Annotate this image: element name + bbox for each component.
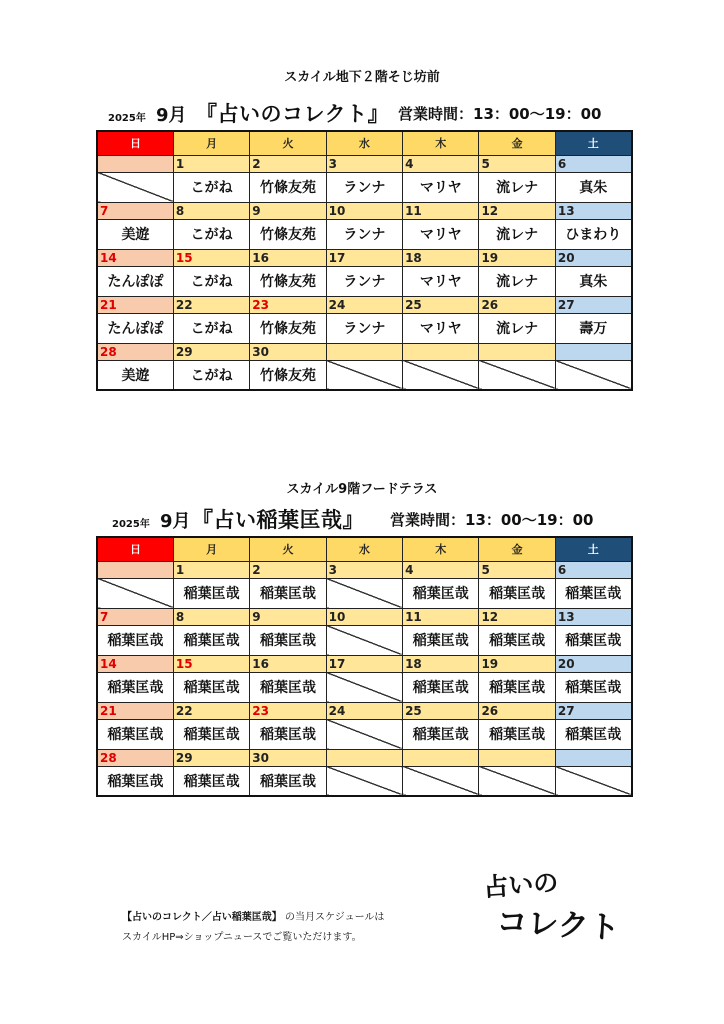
date-cell: 24	[326, 296, 402, 313]
staff-cell: 稲葉匡哉	[173, 672, 249, 702]
date-cell	[555, 343, 631, 360]
date-cell: 3	[326, 561, 402, 578]
staff-cell	[97, 172, 173, 202]
weekday-header: 火	[250, 131, 326, 155]
staff-cell: ランナ	[326, 172, 402, 202]
staff-cell: 稲葉匡哉	[250, 625, 326, 655]
staff-cell	[479, 360, 555, 390]
date-row	[97, 655, 632, 672]
footer-bold-text: 【占いのコレクト／占い稲葉匡哉】	[122, 912, 282, 923]
staff-cell: 流レナ	[479, 172, 555, 202]
logo-image	[478, 866, 621, 947]
section2-hours: 営業時間：13：00～19：00	[390, 511, 594, 529]
staff-cell: 稲葉匡哉	[479, 625, 555, 655]
date-cell: 8	[173, 608, 249, 625]
staff-cell: 稲葉匡哉	[479, 578, 555, 608]
date-cell: 10	[326, 202, 402, 219]
staff-cell: 稲葉匡哉	[173, 719, 249, 749]
weekday-header: 火	[250, 537, 326, 561]
date-cell: 13	[555, 608, 631, 625]
date-cell: 9	[250, 202, 326, 219]
date-cell	[403, 749, 479, 766]
date-cell: 5	[479, 155, 555, 172]
weekday-header: 木	[403, 537, 479, 561]
staff-cell: 竹條友苑	[250, 313, 326, 343]
weekday-header-row	[97, 131, 632, 155]
staff-cell: ランナ	[326, 313, 402, 343]
date-cell: 26	[479, 702, 555, 719]
section2-title	[0, 504, 724, 534]
date-cell: 11	[403, 202, 479, 219]
section2-calendar	[96, 536, 633, 797]
date-cell: 16	[250, 249, 326, 266]
date-cell: 26	[479, 296, 555, 313]
staff-cell: 稲葉匡哉	[555, 625, 631, 655]
staff-cell: 稲葉匡哉	[173, 766, 249, 796]
date-cell: 22	[173, 296, 249, 313]
footer-line-1	[122, 908, 384, 928]
staff-cell: 稲葉匡哉	[479, 719, 555, 749]
date-cell: 4	[403, 155, 479, 172]
date-row	[97, 608, 632, 625]
date-cell: 20	[555, 249, 631, 266]
staff-cell: 竹條友苑	[250, 172, 326, 202]
date-cell	[479, 343, 555, 360]
date-cell: 12	[479, 202, 555, 219]
section2-month: 9月	[160, 511, 191, 532]
date-cell: 21	[97, 296, 173, 313]
staff-cell: 竹條友苑	[250, 360, 326, 390]
staff-row	[97, 766, 632, 796]
date-cell	[97, 561, 173, 578]
date-cell: 19	[479, 655, 555, 672]
date-cell: 16	[250, 655, 326, 672]
staff-cell: 稲葉匡哉	[250, 672, 326, 702]
date-cell: 20	[555, 655, 631, 672]
staff-cell	[555, 766, 631, 796]
staff-cell: こがね	[173, 219, 249, 249]
weekday-header: 水	[326, 537, 402, 561]
weekday-header: 水	[326, 131, 402, 155]
weekday-header: 月	[173, 131, 249, 155]
date-cell: 5	[479, 561, 555, 578]
date-cell: 7	[97, 202, 173, 219]
weekday-header: 木	[403, 131, 479, 155]
staff-cell: こがね	[173, 172, 249, 202]
staff-cell: 稲葉匡哉	[173, 625, 249, 655]
staff-cell: ランナ	[326, 266, 402, 296]
date-cell: 2	[250, 155, 326, 172]
date-cell: 21	[97, 702, 173, 719]
staff-cell	[403, 360, 479, 390]
staff-cell: 稲葉匡哉	[250, 766, 326, 796]
staff-row	[97, 719, 632, 749]
date-cell: 17	[326, 249, 402, 266]
date-cell: 29	[173, 343, 249, 360]
date-row	[97, 702, 632, 719]
date-cell: 18	[403, 655, 479, 672]
section2-location: スカイル9階フードテラス	[286, 482, 438, 497]
section2-shop-name: 『占い稲葉匡哉』	[192, 508, 364, 532]
staff-cell	[555, 360, 631, 390]
section1-month: 9月	[156, 105, 187, 126]
weekday-header: 日	[97, 131, 173, 155]
date-cell: 15	[173, 655, 249, 672]
staff-row	[97, 219, 632, 249]
staff-cell: 竹條友苑	[250, 219, 326, 249]
staff-cell: 稲葉匡哉	[479, 672, 555, 702]
date-cell	[403, 343, 479, 360]
staff-cell	[326, 766, 402, 796]
section1-title	[0, 98, 724, 128]
footer-line-1-rest: の当月スケジュールは	[285, 912, 385, 923]
staff-row	[97, 672, 632, 702]
weekday-header: 土	[555, 537, 631, 561]
date-row	[97, 749, 632, 766]
weekday-header: 土	[555, 131, 631, 155]
collect-logo	[478, 866, 621, 947]
staff-cell: こがね	[173, 360, 249, 390]
date-cell: 10	[326, 608, 402, 625]
section1-calendar	[96, 130, 633, 391]
date-cell: 2	[250, 561, 326, 578]
date-cell: 8	[173, 202, 249, 219]
staff-cell: 稲葉匡哉	[97, 766, 173, 796]
staff-cell: マリヤ	[403, 313, 479, 343]
section1-hours: 営業時間：13：00～19：00	[398, 105, 602, 123]
staff-cell: 稲葉匡哉	[173, 578, 249, 608]
staff-row	[97, 266, 632, 296]
staff-cell	[326, 625, 402, 655]
staff-cell: 美遊	[97, 219, 173, 249]
date-cell: 28	[97, 749, 173, 766]
staff-cell: マリヤ	[403, 266, 479, 296]
date-cell: 25	[403, 702, 479, 719]
date-row	[97, 155, 632, 172]
staff-cell: マリヤ	[403, 219, 479, 249]
date-cell	[555, 749, 631, 766]
staff-cell: 稲葉匡哉	[555, 578, 631, 608]
date-cell	[326, 343, 402, 360]
staff-cell: 流レナ	[479, 313, 555, 343]
staff-cell	[403, 766, 479, 796]
date-cell: 27	[555, 296, 631, 313]
staff-cell: 稲葉匡哉	[250, 578, 326, 608]
date-cell: 7	[97, 608, 173, 625]
staff-cell: 流レナ	[479, 219, 555, 249]
staff-cell: 竹條友苑	[250, 266, 326, 296]
staff-cell	[326, 672, 402, 702]
date-cell	[97, 155, 173, 172]
staff-cell: こがね	[173, 266, 249, 296]
date-cell	[479, 749, 555, 766]
staff-row	[97, 578, 632, 608]
date-row	[97, 296, 632, 313]
staff-cell: 稲葉匡哉	[403, 672, 479, 702]
date-cell: 4	[403, 561, 479, 578]
staff-row	[97, 313, 632, 343]
date-cell: 24	[326, 702, 402, 719]
staff-cell: 稲葉匡哉	[403, 719, 479, 749]
staff-cell: マリヤ	[403, 172, 479, 202]
footer-note	[122, 908, 384, 948]
date-cell: 23	[250, 702, 326, 719]
weekday-header: 金	[479, 131, 555, 155]
date-cell: 15	[173, 249, 249, 266]
date-cell: 30	[250, 749, 326, 766]
staff-cell: 流レナ	[479, 266, 555, 296]
staff-cell: たんぽぽ	[97, 266, 173, 296]
staff-cell	[479, 766, 555, 796]
staff-cell: たんぽぽ	[97, 313, 173, 343]
staff-cell: 真朱	[555, 266, 631, 296]
staff-cell: 稲葉匡哉	[250, 719, 326, 749]
date-cell: 19	[479, 249, 555, 266]
staff-cell: ランナ	[326, 219, 402, 249]
staff-row	[97, 172, 632, 202]
weekday-header-row	[97, 537, 632, 561]
date-cell: 27	[555, 702, 631, 719]
date-cell: 23	[250, 296, 326, 313]
date-cell: 11	[403, 608, 479, 625]
date-cell: 28	[97, 343, 173, 360]
date-cell: 1	[173, 561, 249, 578]
date-cell: 6	[555, 561, 631, 578]
staff-cell	[326, 360, 402, 390]
date-cell: 13	[555, 202, 631, 219]
weekday-header: 金	[479, 537, 555, 561]
date-cell: 14	[97, 249, 173, 266]
staff-cell	[97, 578, 173, 608]
date-row	[97, 249, 632, 266]
staff-cell: 稲葉匡哉	[97, 719, 173, 749]
section2-year: 2025年	[112, 519, 150, 530]
staff-cell: 稲葉匡哉	[97, 672, 173, 702]
date-cell: 29	[173, 749, 249, 766]
staff-cell	[326, 578, 402, 608]
staff-cell	[326, 719, 402, 749]
date-cell: 17	[326, 655, 402, 672]
date-cell: 6	[555, 155, 631, 172]
footer-line-2: スカイルHP⇒ショップニュースでご覧いただけます。	[122, 932, 362, 943]
date-cell: 14	[97, 655, 173, 672]
weekday-header: 月	[173, 537, 249, 561]
staff-row	[97, 360, 632, 390]
staff-cell: 真朱	[555, 172, 631, 202]
staff-cell: 稲葉匡哉	[555, 719, 631, 749]
date-cell	[326, 749, 402, 766]
section1-year: 2025年	[108, 113, 146, 124]
section1-location: スカイル地下２階そじ坊前	[284, 70, 440, 85]
staff-cell: 壽万	[555, 313, 631, 343]
staff-row	[97, 625, 632, 655]
date-cell: 3	[326, 155, 402, 172]
staff-cell: 美遊	[97, 360, 173, 390]
date-cell: 1	[173, 155, 249, 172]
date-row	[97, 561, 632, 578]
weekday-header: 日	[97, 537, 173, 561]
date-cell: 12	[479, 608, 555, 625]
date-cell: 18	[403, 249, 479, 266]
section1-shop-name: 『占いのコレクト』	[196, 102, 390, 126]
staff-cell: ひまわり	[555, 219, 631, 249]
date-cell: 22	[173, 702, 249, 719]
date-cell: 30	[250, 343, 326, 360]
logo-line-2: コレクト	[495, 904, 621, 947]
date-row	[97, 343, 632, 360]
date-cell: 9	[250, 608, 326, 625]
staff-cell: こがね	[173, 313, 249, 343]
staff-cell: 稲葉匡哉	[403, 578, 479, 608]
date-row	[97, 202, 632, 219]
staff-cell: 稲葉匡哉	[555, 672, 631, 702]
staff-cell: 稲葉匡哉	[97, 625, 173, 655]
date-cell: 25	[403, 296, 479, 313]
logo-line-1: 占いの	[482, 867, 560, 902]
staff-cell: 稲葉匡哉	[403, 625, 479, 655]
